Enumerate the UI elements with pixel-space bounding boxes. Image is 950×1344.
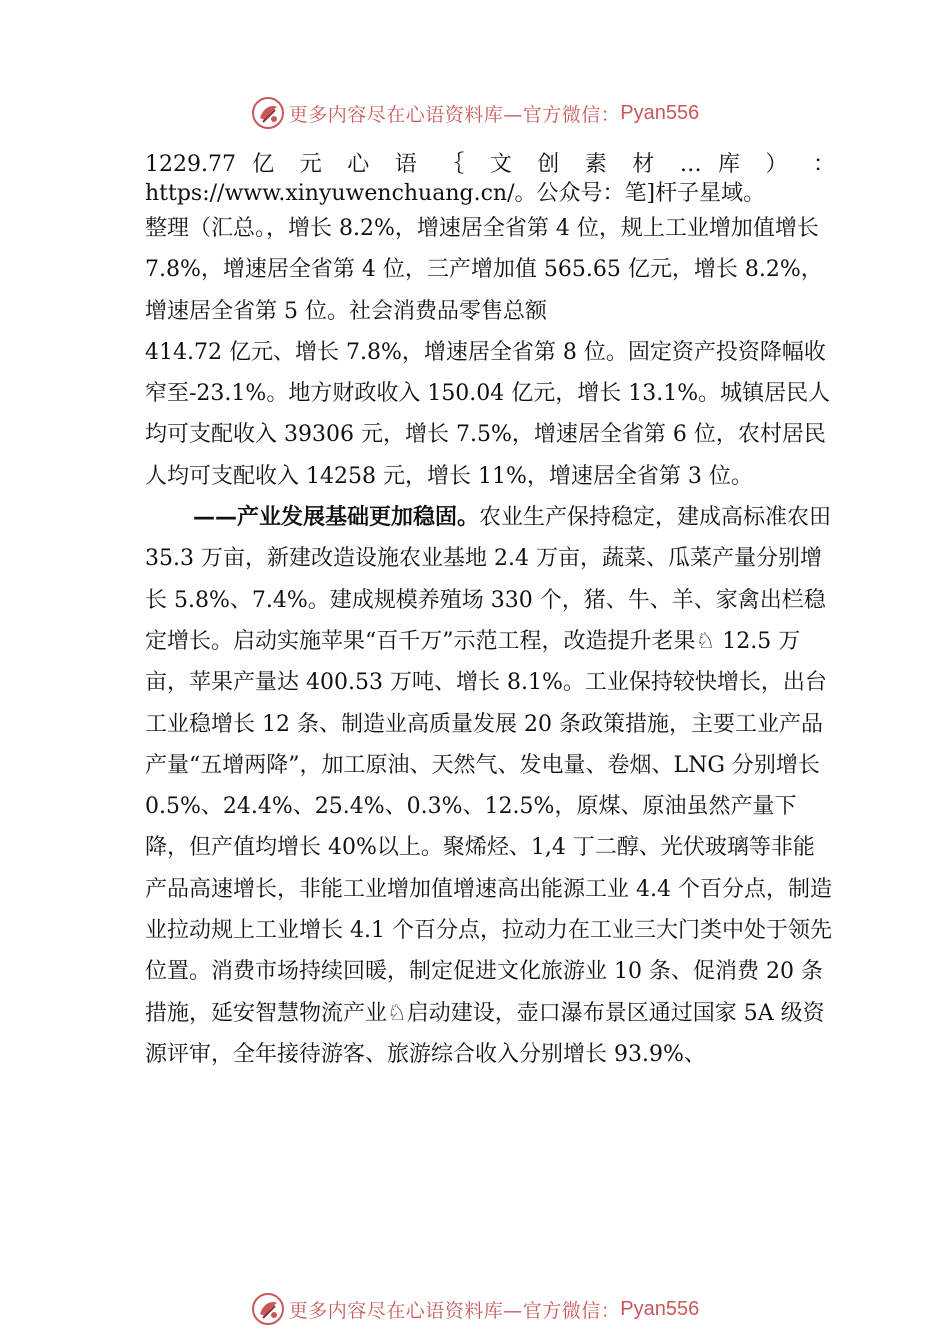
banner-text: 更多内容尽在心语资料库—官方微信： [288, 103, 621, 126]
document-body [145, 150, 835, 1075]
banner-text: 更多内容尽在心语资料库—官方微信： [288, 1299, 621, 1322]
body-paragraph-3 [145, 497, 835, 1075]
body-line-1: 1229.77 亿 元 心 语 ｛ 文 创 素 材 … 库 ） ： [145, 152, 835, 177]
section-text: 农业生产保持稳定，建成高标准农田 35.3 万亩，新建改造设施农业基地 2.4 万亩，蔬菜、瓜菜产量分别增长 5.8%、7.4%。建成规模养殖场 330 个，猪、牛、羊、家禽出栏稳定增长。启动实施苹果“百千万”示范工程，改造提升老果♘ 12.5 万亩，苹果产量达 400.53 万吨、增长 8.1%。工业保持较快增长，出台工业稳增长 12 条、制造业高质量发展 20 条政策措施，主要工业产品产量“五增两降”，加工原油、天然气、发电量、卷烟、LNG 分别增长 0.5%、24.4%、25.4%、0.3%、12.5%，原煤、原油虽然产量下降，但产值均增长 40%以上。聚烯烃、1,4 丁二醇、光伏玻璃等非能产品高速增长，非能工业增加值增速高出能源工业 4.4 个百分点，制造业拉动规上工业增长 4.1 个百分点，拉动力在工业三大门类中处于领先位置。消费市场持续回暖，制定促进文化旅游业 10 条、促消费 20 条措施，延安智慧物流产业♘启动建设，壶口瀑布景区通过国家 5A 级资源评审，全年接待游客、旅游综合收入分别增长 93.9%、 [145, 505, 832, 1067]
body-line-2: https://www.xinyuwenchuang.cn/。公众号：笔]杆子星域。 [145, 181, 766, 206]
banner-wechat-handle: Pyan556 [620, 101, 700, 124]
header-banner [0, 93, 950, 133]
body-paragraph-1: 整理（汇总。，增长 8.2%，增速居全省第 4 位，规上工业增加值增长 7.8%，增速居全省第 4 位，三产增加值 565.65 亿元，增长 8.2%，增速居全省第 5 位。社会消费品零售总额 [145, 216, 823, 324]
seal-logo-icon [251, 96, 285, 130]
footer-banner [0, 1289, 950, 1329]
seal-logo-icon [251, 1292, 285, 1326]
banner-wechat-handle: Pyan556 [620, 1297, 700, 1320]
body-paragraph-2: 414.72 亿元、增长 7.8%，增速居全省第 8 位。固定资产投资降幅收窄至-23.1%。地方财政收入 150.04 亿元，增长 13.1%。城镇居民人均可支配收入 39306 元，增长 7.5%，增速居全省第 6 位，农村居民人均可支配收入 14258 元，增长 11%，增速居全省第 3 位。 [145, 339, 831, 489]
section-heading: ——产业发展基础更加稳固。 [193, 505, 480, 531]
